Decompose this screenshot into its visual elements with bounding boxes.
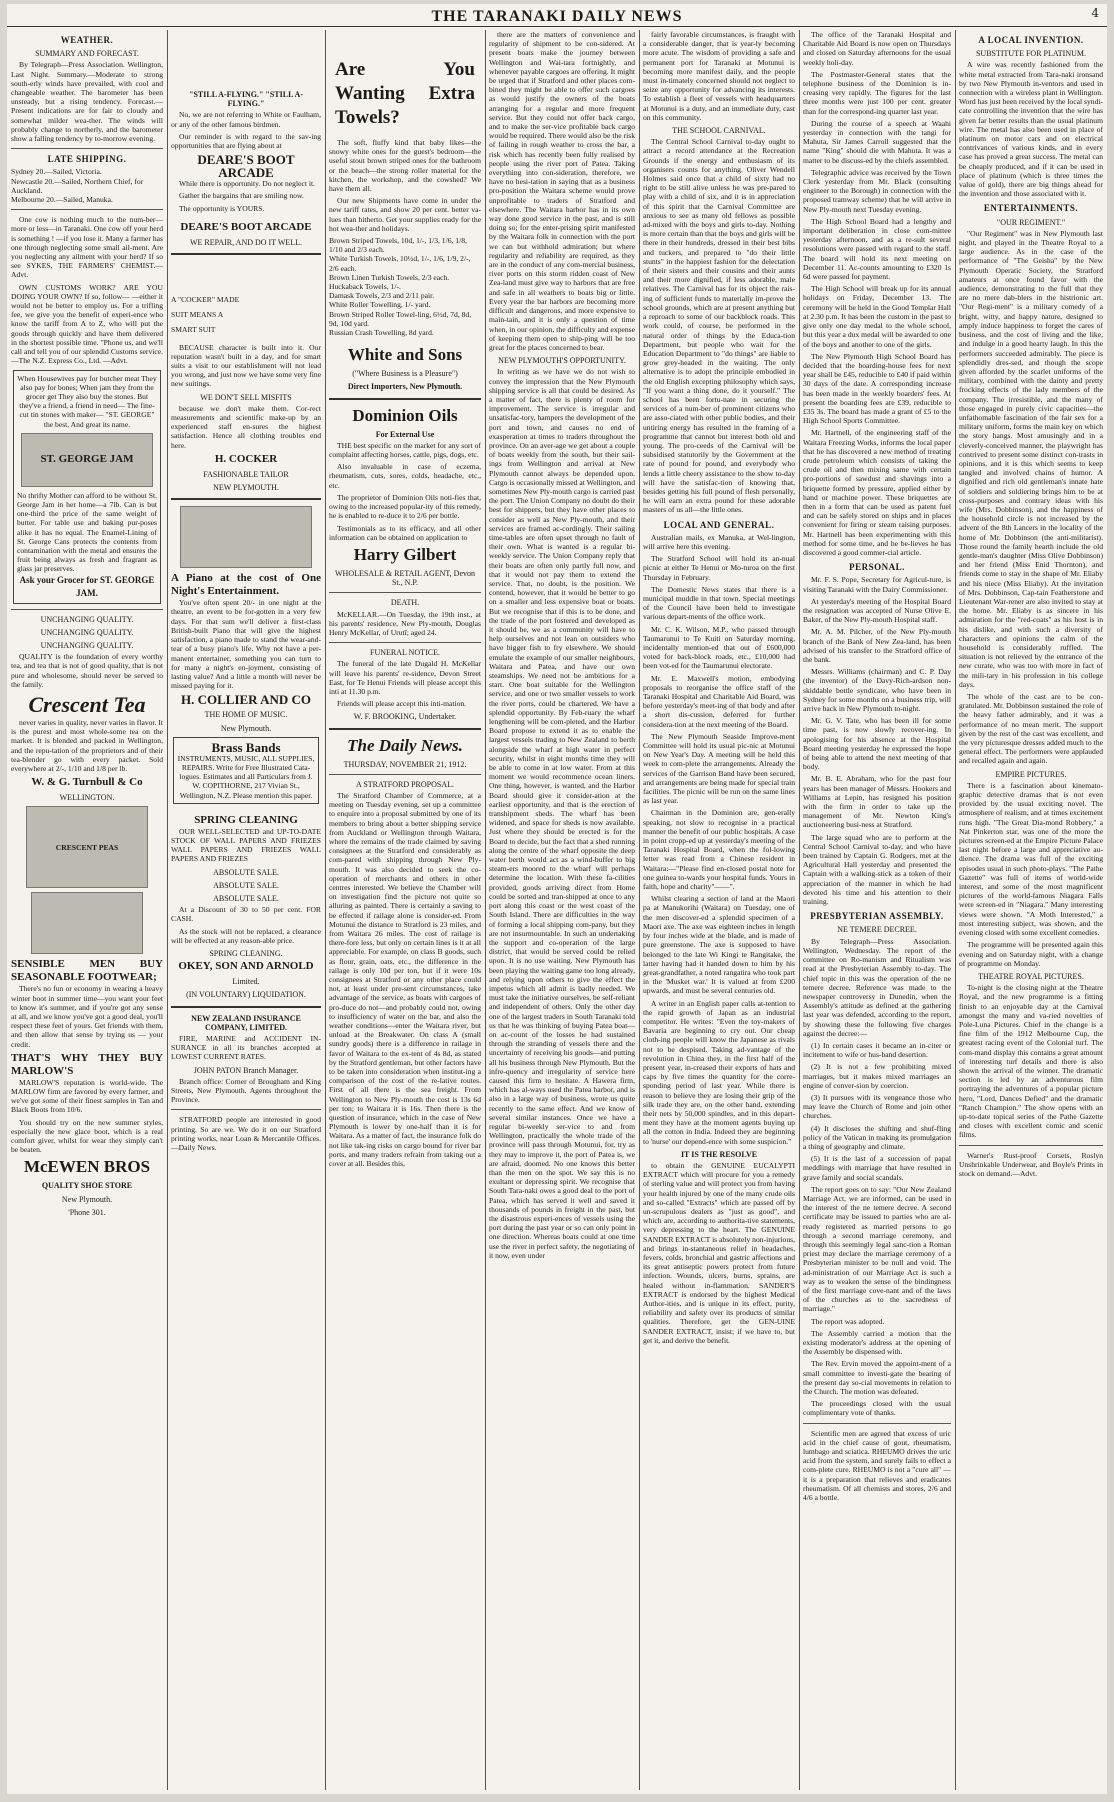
presbyterian-body-6: The proceedings closed with the usual complimentary vote of thanks. [803, 1399, 951, 1418]
local-item: The Domestic News states that there is a municipal muddle in that town. Special meetings of the Council have been held to investigate various depart-ments of the office work. [643, 584, 795, 622]
spring-body-2: At a Discount of 30 to 50 per cent. FOR CASH. [171, 905, 321, 924]
charge-item: (1) In certain cases it became an in-citer or incitement to wife or hus-band desertion. [803, 1040, 951, 1060]
entertainments-sub: "OUR REGIMENT." [996, 217, 1066, 227]
news-item: During the course of a speech at Waahi yesterday in connection with the tangi for Mahuta, Sir James Carroll suggested that the name "King" should die with Mahuta. It was a matter to be discuss-ed by the chiefs assembled. [803, 118, 951, 165]
collier-sub: THE HOME OF MUSIC. [204, 710, 288, 720]
okey-sub-2: (IN VOLUNTARY) LIQUIDATION. [186, 990, 306, 1000]
nz-insurance-name: NEW ZEALAND INSURANCE COMPANY, LIMITED. [191, 1013, 301, 1032]
theatre-body: To-night is the closing night at the Theatre Royal, and the new programme is a fitting finish to an enjoyable day at the Carnival amongst the many and va-ried novelties of Pole-Luna Pictures. Chief in the change is a fine film of the 1912 Melbourne Cup, the greatest racing event of the Colonial turf. The com-mand display this contains a great amount of interesting turf details and there is also shown the arrival of the winner. The dramatic section is led by an adventurous film portraying the adventures of a popular picture hero, "Lord, Dances Defied" and the dramatic "Ranch Champion." The show opens with an up-to-date topical series of the Pathe Gazette and closes with excellent comic and scenic films. [959, 983, 1103, 1140]
empire-body-2: The programme will be presented again this evening and on Saturday night, with a change of programme on Monday. [959, 940, 1103, 968]
collier-name: H. COLLIER AND CO [180, 692, 312, 708]
gilbert-sub: WHOLESALE & RETAIL AGENT, Devon St., N.P. [335, 568, 475, 588]
cocker-intro-line: A "COCKER" MADE [171, 295, 240, 305]
charge-item: (2) It is not a few prohibiting mixed marriages, but it makes mixed marriages an engine of conver-sion by coercion. [803, 1062, 951, 1090]
cocker-intro-line: SUIT MEANS A [171, 310, 224, 320]
shipping-list [11, 167, 163, 204]
crescent-tea-body: never varies in quality, never varies in flavor. It is the purest and most whole-some tea on the market. It is blended and packed in Wellington, and the repu-tation of the proprietors and of their tea-blender go with every packet. Sold everywhere at 2/-, 1/10 and 1/8 per lb. [11, 717, 163, 773]
unchanging-quality: UNCHANGING QUALITY. [40, 614, 134, 624]
newspaper-page [7, 4, 1107, 1794]
shipping-item: Sydney 20.—Sailed, Victoria. [11, 167, 102, 177]
entertainments-body: "Our Regiment" was in New Plymouth last night, and played in the Theatre Royal to a large audience. As in the case of the performance of "The Geisha" by the New Plymouth Operatic Society, the Stratford amateurs at once found favor with the audience, demonstrating to the full that they are no mere dab-blers in the histrionic art. "Our Regi-ment" is a military comedy of a bright, witty, and happy nature, designed to amply induce happiness to forget the cares of business, and the cost of living and the like, and indulge in a good hearty laugh. In this the performers succeeded admirably. The piece is splendidly dres-sed, and though the scope given afforded by the scarlet uniforms of the military, combined with the dainty and pretty frocking effects of the lady members of the company. The irresistible, and the many of those engaged in purely civic capacities—the unfathomable fascination of the fair sex for a military uniform, forms the main key on which the story hangs. Most amusingly and in a cleverly-conceived manner, the playwright has contrived to present some distinct con-trasts in opinions, and it is this which seems to keep tangled and involved chains of humor. A dignified and rich old gentleman's innate hate of soldiers and soldiering brings him to be at cross-purposes and contrary ideas with his wife (Mrs. Dobbinson), and the happiness of the household circle is not increased by the advent of the 8th Lancers in the locality of the home of Mr. Dobbinson (the anti-militarist). Those round the family hearth include the old gentle-man's daughter (Miss Olive Dobbinson) and her friend (Miss Enid Thornton), and friends come to stay in the shape of Mr. Eliaby and his niece (Miss Eliaby). At the invitation of Mrs. Dobbinson, Cap-tain Featherstone and Lieutenant War-rener are also invited to stay at the home. Mr. Eliaby is as sincere in his admiration for the "red-coats" as his host is in his dislike, and with such a diversity of characters and opinions the calm of the household is considerably ruffled. The situation is not relieved by the entrance of the new curate, who was too with more in fact of the mili-tary in his profession in his college days. [959, 228, 1103, 689]
presbyterian-body-3: The report was adopted. [811, 1316, 885, 1326]
shipping-item: Newcastle 20.—Sailed, Northern Chief, for Auckland. [11, 176, 144, 195]
theatre-heading: THEATRE ROYAL PICTURES. [978, 971, 1084, 981]
towel-item: White Turkish Towels, 10½d, 1/-, 1/6, 1/9, 2/-, 2/6 each. [329, 254, 471, 273]
stratford-proposal-heading: A STRATFORD PROPOSAL. [355, 779, 455, 789]
funeral-notice: The funeral of the late Dugald H. McKellar will leave his parents' re-sidence, Devon Street East, for Te Henui Friends will please accept this inti at 11.30 p.m. [329, 659, 481, 696]
invention-heading: A LOCAL INVENTION. [978, 35, 1084, 45]
sensible-heading: SENSIBLE MEN BUY SEASONABLE FOOTWEAR; [11, 958, 163, 984]
spring-body-3: As the stock will not be replaced, a clearance will be effected at any reason-able price. [171, 926, 321, 945]
deare-body-2: Gather the bargains that are smiling now. [179, 191, 304, 201]
carnival-heading: THE SCHOOL CARNIVAL. [672, 126, 766, 136]
local-item: Whilst clearing a section of land at the Maori pa at Manukorihi (Waitara) on Tuesday, one of the men discover-ed a splendid specimen of a Maori axe. The axe was eighteen inches in length by four inches wide at the blade, and is made of pure greenstone. The axe is supposed to have belonged to the late Wi Kingi te Rangitake, the latter having had it handed down to him by his great-grandfather, a noted rangatira who took part in the 'Musket war.' It is valued at from £200 upwards, and must be several centuries old. [643, 894, 795, 996]
masthead-title: THE TARANAKI DAILY NEWS [431, 8, 683, 25]
oils-body-4: Testimonials as to its efficacy, and all other information can be obtained on application to [329, 523, 481, 542]
news-item: Mr. Hartnell, of the engineering staff of the Waitara Freezing Works, informs the local paper that he has discovered a new method of treating crude petroleum which consists of taking the crude oil and then mixing same with certain pro-portions of sawdust and shavings into a briquette formed by pressure, applied either by hand or machine power. These briquettes are then in a form that can be used as patent fuel and can be safely stored on ships and in places convenient for firing or steam raising purposes. Mr. Hartnell has been experimenting with this method for some time, and he be-lieves he has discovered a good commer-cial article. [803, 428, 951, 557]
funeral-signature: W. F. BROOKING, Undertaker. [353, 712, 457, 722]
spring-title: SPRING CLEANING [194, 813, 298, 826]
piano-heading: A Piano at the cost of One Night's Entertainment. [171, 572, 321, 598]
column-rule [639, 30, 640, 1790]
oils-body-2: Also invaluable in case of eczema, rheumatism, cuts, sores, colds, headache, etc., etc. [329, 462, 481, 490]
empire-heading: EMPIRE PICTURES. [995, 769, 1067, 779]
towel-item: White Roller Towelling, 1/- yard. [329, 300, 431, 310]
masthead [7, 4, 1107, 27]
personal-item: Mr. F. S. Pope, Secretary for Agricul-ture, is visiting Taranaki with the Dairy Commissioner. [803, 575, 951, 594]
towels-list [329, 236, 481, 337]
deare-title: DEARE'S BOOT ARCADE [197, 152, 295, 181]
news-item: The New Plymouth High School Board has decided that the boarding-house fees for next year shall be £45, reducible to £40 if paid within 30 days of the date. A corresponding increase has been made in the weekly boarders' fees. At present the boarding fees are £39, reducible to £35 3s. The board has made a grant of £5 to the High School Sports Committee. [803, 351, 951, 426]
local-item: A writer in an English paper calls at-tention to the rapid growth of Japan as an industrial competitor. He writes: "Even the toy-makers of Bavaria are beginning to cry out. Our cheap cloth-ing people will know the Japanese as rivals not to be despised. Taking ad-vantage of the revolution in China they, in the first half of the present year, in-creased their exports of hats and caps by five times the quantity for the corre-sponding period of last year. While there is reason to believe they are losing their grip of the silk trade they are, on the other hand, extending their nets by 50,000 spindles, and in this depart-ment they have at the moment agents buying up all the cotton in India. Indeed they are beginning to 'nurse' our depend-ence with some suspicion." [643, 998, 795, 1146]
jam-can-illustration [21, 433, 153, 487]
local-item: The Stratford School will hold its an-nual picnic at either Te Henui or Mo-turoa on the first Thursday in February. [643, 554, 795, 582]
jam-ask: Ask your Grocer for ST. GEORGE JAM. [19, 574, 155, 598]
issue-date: THURSDAY, NOVEMBER 21, 1912. [343, 759, 467, 769]
presbyterian-body-2: The report goes on to say: "Our New Zealand Marriage Act, we are informed, can be used in the interest of the ne temere decree. A second certificate may be issued to parties who are al-ready registered as married persons to go through a second marriage ceremony, and through this seemingly legal sanc-tion a Roman priest may declare the marriage ceremony of a Presbyterian minister to be null and void. The ad-ministration of our Marriage Act is such a way as to weaken the sense of the bindingness of the first marriage cove-nant and of the laws of the churches as to the sacredness of marriage." [803, 1184, 951, 1314]
presbyterian-body-5: The Rev. Ervin moved the appoint-ment of a small committee to investi-gate the bearing of the present day so-cial movements in relation to the Church. The motion was defeated. [803, 1359, 951, 1397]
entertainments-heading: ENTERTAINMENTS. [983, 203, 1079, 214]
presbyterian-body-4: The Assembly carried a motion that the existing moderator's address at the opening of the Assembly be dispensed with. [803, 1328, 951, 1357]
white-sons-name: White and Sons [347, 345, 463, 365]
marlow-heading: THAT'S WHY THEY BUY MARLOW'S [11, 1051, 163, 1077]
towels-heading: Are You Wanting Extra Towels? [335, 59, 475, 128]
cocker-name: H. COCKER [214, 452, 278, 465]
column-5 [643, 30, 795, 1788]
brass-body: INSTRUMENTS, MUSIC, ALL SUPPLIES, REPAIRS. Write for Free Illustrated Cata-logues. Estimates and all Particulars from J. W. COPITHORNE, 217 Vivian St., Wellington, N.Z. Please mention this paper. [177, 753, 315, 800]
news-item: Telegraphic advice was received by the Town Clerk yesterday from Mr. Black (consulting engineer to the Borough) in connection with the proposed tramway scheme) that he will arrive in New Ply-mouth next Tuesday evening. [803, 167, 951, 214]
column-rule [955, 30, 956, 1790]
funeral-notice-2: Friends will please accept this inti-mation. [337, 699, 467, 709]
resolve-body: to obtain the GENUINE EUCALYPTI EXTRACT which will procure for you a remedy of sterling value and will protect you from having your health injured by one of the many crude oils and so-called "Extracts" which are passed off by un-scrupulous dealers as "just as good", and which are, according to authorita-tive statements, very depressing to the heart. The GENUINE SANDER EXTRACT is absolutely non-injurious, and brings in-stantaneous relief in headaches, fevers, colds, bronchial and gastric affections and its great antiseptic powers protect from future infection. Wounds, ulcers, burns, sprains, are healed without in-flammation. SANDER'S EXTRACT is endorsed by the highest Medical Author-ities, and is unique in its effect, purity, reliability and safety over its products of similar qualities. Therefore, get the GEN-UINE SANDER EXTRACT, insist; if we have to, but get it, and derive the benefit. [643, 1160, 795, 1345]
invention-sub: SUBSTITUTE FOR PLATINUM. [975, 49, 1086, 59]
cocker-intro-line: SMART SUIT [171, 325, 216, 335]
column-rule [325, 30, 326, 1790]
boot-illustration [31, 892, 143, 954]
cocker-intro [171, 295, 321, 335]
mcewen-city: New Plymouth. [61, 1194, 113, 1204]
editorial-continued: there are the matters of convenience and regularity of shipment to be con-sidered. At present boats make the journey between Wellington and Wai-tara fortnightly, and whenever payable cargoes are offering. It might be urged that if Stratford and other places com-bined they might be able to offer such cargoes as would justify the owners of the boats arranging for a regular and more frequent service. But they could not offer back cargo, and to make the ser-vice profitable back cargo would be required. There would also be the risk of failing in rough weather to cross the bar, a risk which has recently been fully realised by people using the river port of Patea. Taking everything into con-sideration, therefore, we have no hesi-tation in saying that as a business pro-position the Waitara scheme would prove unprofitable to traders of Stratford and elsewhere. The Waitara harbor has in its own way done good service in the past, and is still doing so; for the enter-prising spirit manifested by the Waitara folk in connection with the port we can but withhold admiration; but where regularity and reliability are required, as they are in the conduct of any com-mercial business, river ports on this storm ridden coast of New Zea-land must give way to harbors that are free and safe in all weathers to boats big or little. Every year the bar harbors are becoming more difficult and dangerous, and more expensive to main-tain, and it is only a question of time when, in our opinion, the difficulty and expense of keeping them open to ship-ping will be too great for the places concerned to bear. [489, 30, 635, 352]
charge-item: (4) It discloses the shifting and shuf-fling policy of the Vatican in making its promulgation a thing of geography and climate. [803, 1123, 951, 1151]
towel-item: Huckaback Towels, 1/-. [329, 282, 401, 292]
column-rule [167, 30, 168, 1790]
white-sons-tagline: ("Where Business is a Pleasure") [352, 369, 458, 379]
entertainments-body-2: The whole of the cast are to be con-gratulated. Mr. Dobbinson sustained the role of the heavy father admirably, and it was a performance of no mean merit. The support given by the rest of the cast was excellent, and the very picturesque dresses added much to the general effect. The performers were applauded and recalled again and again. [959, 692, 1103, 766]
spring-sale-item: ABSOLUTE SALE. [213, 867, 279, 877]
column-6 [803, 30, 951, 1788]
editorial-end: fairly favorable circumstances, is fraught with a considerable danger, that is year-ly becoming more acute. The wisdom of providing a safe and permanent port for Taranaki at Motunui is becoming more manifest daily, and the people must in-timately concerned should not neglect to seize any opportunity for advancing its interests. To establish a fleet of vessels with headquarters at Motunui is a duty, and an immediate duty, cast on this community. [643, 30, 795, 122]
personal-item: Mr. A. M. Pilcher, of the New Ply-mouth branch of the Bank of New Zea-land, has been advised of his transfer to the Stratford office of the bank. [803, 627, 951, 664]
column-2 [171, 30, 321, 1788]
nz-insurance-manager: JOHN PATON Branch Manager. [193, 1065, 299, 1075]
presbyterian-body: By Telegraph—Press Association. Wellington, Wednesday. The report of the committee on Ro-manism and Ritualism was read at the Presbyterian Assembly to-day. The chief topic in this was the operation of the ne temere decree. Reference was made to the newspaper controversy in Dunedin, when the Assembly's attitude as defined at the gathering last year was defended, according to the report, by showing these the following five charges against the decree:— [803, 936, 951, 1038]
cocker-city: NEW PLYMOUTH. [213, 483, 279, 493]
funeral-heading: FUNERAL NOTICE. [370, 648, 440, 658]
charge-item: (5) It is the last of a succession of papal meddlings with marriage that have resulted in grave family and social scandals. [803, 1154, 951, 1182]
carnival-body: The Central School Carnival to-day ought to attract a record attendance at the Recreation Grounds if the energy and enthusiasm of its organisers counts for anything. Oliver Wendell Holmes said once that a child of sixty had no right to be still alive unless he was pre-pared to play with a child of six, and it is in appreciation of this spirit that the Carnival Committee are anxious to see as many old fellows as possible ad-mixed with the boys and girls to-day. Nothing is more certain than that the boys and girls will be there in their hundreds, dressed in their best bibs and tuckers, and prepared to "do their little stunts" in the happiest fashion for the delectation of their sisters and their cousins and their aunts and their more dignified, if less adorable, male relatives. The Carnival has for its object the rais-ing of sufficient funds to materially im-prove the school grounds, which are at present anything but a reproach to some of our backblock roads. This work could, of course, be performed in the natural order of things by the Educa-tion Department, but people who wait for the Education Department to "do things" are liable to grow grey-headed in the waiting. The only alternative is to adopt the principle embodied in the old English excepting philosophy which says, "If you want a thing done, do it yourself." The school has been fortu-nate in securing the services of a num-ber of prominent citizens who are asso-ciated with other public bodies, and their untiring energy has resulted in the framing of a programme that cannot but interest both old and young. The pro-ceeds of the Carnival will be subsidised statutorily by the Government at the rate of pound for pound, and everybody who lends a little cheery assistance to the show to-day will have the satisfac-tion of knowing that, besides getting his full pound of flesh personally, he will earn an extra pound for these adorable masters of us all—the little ones. [643, 137, 795, 515]
towels-body: The soft, fluffy kind that baby likes—the snowy white ones for the guest's bedroom—the useful stout brown striped ones for the bathroom or the beach—the strong roller material for the kitchen, the workshop, and the cowshed? We have them all. [329, 138, 481, 194]
spring-sale-item: ABSOLUTE SALE. [213, 880, 279, 890]
shipping-heading: LATE SHIPPING. [47, 154, 127, 165]
opportunity-body: In writing as we have we do not wish to convey the impression that the New Plymouth shipping service is all that could be desired. As a matter of fact, there is plenty of room for improvement. The service is irregular and unsatisfac-tory, hampers the development of the port and town, and causes no end of exasperation at times to traders throughout the province. On an aver-age we get about a couple of boats weekly from the south, but their sail-ings from Wellington and arrival at New Plymouth cannot always be depended upon. Cargo is occasionally missed at Wellington, and sometimes New Ply-mouth cargo is carried past the port. The Union Company no doubt do their best for shippers, but they have other places to consider as well as New Ply-mouth, and their services are framed ac-cordingly. Their sailing time-tables are often upset through no fault of their own. What is wanted is a regular bi-weekly service. The Union Company reply that their boats are often only partly full now, and that it would not pay them to extend the service. That, no doubt, is the position. We contend, however, that it would be better to go on a smaller and less expensive boat or boats. But we recognise that if this is to be done, and the trade of the port fostered and developed as it should be, we as a community will have to help ourselves and not lean on outsiders who have bigger fish to fry elsewhere. We should emulate the example of our smaller neighbours, Waitara and Patea, and have our own steamships. We need not be ambitious for a start. One boat suitable for the Wellington service, and one or two smaller vessels to work the river ports, could be chartered. We have a splendid opportunity. By Feb-ruary the wharf lengthening will be com-pleted, and the Harbor Board propose to extend it as to enable the largest vessels trading to New Zealand to berth alongside the wharf at high water in perfect security, whilst in eight months time they will be able to come in at low water. From at this moment we would recommence ocean liners. One thing, however, is wanted, and the Harbor Board should give it consider-ation at the earliest opportunity, and that is the erection of transhipment sheds. The wharf has been widened, and space for sheds is now available. Just where they should be erected is for the Board to decide, but the fact that a shed running along the centre of the wharf opposite the deep water berth would act as a wind-buffer to big steam-ers moored to the wharf will perhaps determine the location. With these fa-cilities provided, goods arriving direct from Home could be sorted and tran-shipped at once to any port along this coast or the west coast of the South Island. There are difficulties in the way of forming a local shipping com-pany, but they are not insurmountable. In such an undertaking the support and co-operation of the large district, that would be served could be relied upon. It is no use waiting. New Plymouth has been playing the waiting game too long already, and relying upon others to give the effect the impetus which all admit is badly needed. We must take the initiative ourselves, be self-reliant and independent of others. Only the other day one of the largest traders in South Taranaki told us that he was thinking of buying Patea boat—on ac-count of the losses he had sustained through the stranding of vessels there and the uncertainty of receiving his goods—and putting all his business through New Plymouth. But the infre-quency and irregularity of service here caused this firm to hesitate. A Hawera firm, which has al-ways used the Patea harbor, and is also in a large way of business, wrote us quite recently to the same effect. And we know of several similar instances. Once we have a regular bi-weekly ser-vice to and from Wellington, practically the whole trade of the province will pass through Motunui, for, try as they may to improve it, the port of Patea is, we are afraid, doomed. No one knows this better than the men on the spot. We say this is no exultant or depressing spirit. We recognise that South Tara-naki owes a good deal to the port of Patea, which has served it well and saved it thousands of pounds in freight in the past, but the disastrous experi-ences of vessels using the port during the past year or so can only point in one direction. Whereas boats could at one time use the river in perfect safety, the negotiating of it now, even under [489, 367, 635, 1260]
news-item: The Postmaster-General states that the telephone business of the Dominion is in-creasing very rapidly. The figures for the last three months were just 100 per cent. greater than for the correspond-ing quarter last year. [803, 69, 951, 116]
opportunity-heading: NEW PLYMOUTH'S OPPORTUNITY. [498, 356, 626, 366]
marlow-body: MARLOW'S reputation is world-wide. The MARLOW firm are favored by every farmer, and we've got some of their finest samples in Tan and Black Boots from 10/6. [11, 1077, 163, 1115]
news-item: The High School will break up for its annual holidays on Friday, December 13. The ceremony will be held in the Good Templar Hall at 2.30 p.m. It has been the custom in the past to give only one day medal to the whole school, but this year a dux medal will be awarded to one of the boys and another to one of the girls. [803, 284, 951, 349]
death-heading: DEATH. [390, 598, 420, 608]
local-item: Mr. C. K. Wilson, M.P., who passed through Taumarunui to Te Kuiti on Saturday morning, incidentally mention-ed that out of £600,000 voted for back-block roads, etc., £10,000 had been vot-ed for the Taumarunui electorate. [643, 624, 795, 671]
towel-item: Brown Striped Roller Towel-ling, 6½d, 7d, 8d, 9d, 10d yard. [329, 309, 472, 328]
jam-brand: ST. GEORGE JAM [40, 453, 134, 466]
towel-item: Russian Crash Towelling, 8d yard. [329, 328, 434, 338]
deare-title-2: DEARE'S BOOT ARCADE [180, 220, 312, 233]
cocker-sub: FASHIONABLE TAILOR [203, 469, 289, 479]
page-number: 4 [1091, 6, 1099, 20]
jam-body: No thrifty Mother can afford to be without St. George Jam in her home—a 7lb. Can is but one-third the price of the same weight of butter. For table use and baking pur-poses alike it has no equal. The Enamel-Lining of St. George Cans protects the contents from contamination with the metal and ensures the fruit being always as fresh and fragrant as glass jar preserves. [17, 490, 157, 574]
column-rule [799, 30, 800, 1790]
towel-item: Damask Towels, 2/3 and 2/11 pair. [329, 291, 435, 301]
personal-item: Mr. B. E. Abraham, who for the past four years has been manager of Messrs. Hookers and Williams at Lepin, has resigned his position with the firm in order to take up the management of Mr. Newton King's auctioneering busi-ness at Stratford. [803, 774, 951, 830]
stratford-printing: STRATFORD people are interested in good printing. So are we. We do it on our Stratford printing works, near Loan & Mercantile Offices.—Daily News. [171, 1115, 321, 1153]
presbyterian-heading: PRESBYTERIAN ASSEMBLY. [810, 911, 944, 922]
jam-verse: When Housewives pay for butcher meat They also pay for bones; When jam they from the grocer get They also buy the stones. But they've a friend, a friend in need— The fine-cut tin stones with maker— "ST. GEORGE" the best, And great its name. [17, 373, 157, 429]
deare-repair: WE REPAIR, AND DO IT WELL. [189, 237, 303, 247]
local-item: Mr. E. Maxwell's motion, embodying proposals to reorganise the office staff of the Taranaki Hospital and Charitable Aid Board, was before yesterday's meet-ing of that body and after a short dis-cussion, deferred for further considera-tion at the next meeting of the Board. [643, 673, 795, 729]
deare-body: While there is opportunity. Do not neglect it. [179, 179, 315, 189]
cocker-body: BECAUSE character is built into it. Our reputation wasn't built in a day, and for smart suits a visit to our establishment will not lead you wrong, and just now we have some very fine new suitings. [171, 342, 321, 389]
column-3 [329, 30, 481, 1788]
presbyterian-charges [803, 1041, 951, 1182]
crescent-peas-label: CRESCENT PEAS [55, 842, 119, 852]
turnbull-name: W. & G. Turnbull & Co [31, 776, 143, 789]
local-item: Chairman in the Dominion are, gen-erally speaking, not slow to recognise in a practical manner the benefit of our public hospitals. A case in point cropp-ed up at yesterday's meeting of the Taranaki Hospital Board, when the fol-lowing letter was read from a Chinese resident in Waitara:—"Please find en-closed postal note for one guinea to-wards your hospital funds. Yours in faith, hope and charity"——". [643, 808, 795, 892]
nz-insurance-office: Branch office: Corner of Brougham and King Streets, New Plymouth. Agents throughout the Province. [171, 1076, 321, 1105]
news-item: The High School Board had a lengthy and important deliberation in close com-mittee yesterday afternoon, and as a re-sult several resolutions were passed with regard to the staff. The board will hold its next meeting on December 11. Ac-counts amounting to £320 1s 6d were passed for payment. [803, 216, 951, 282]
weather-heading: WEATHER. [60, 35, 114, 45]
invention-body: A wire was recently fashioned from the white metal extracted from Tara-naki ironsand by two New Plymouth in-ventors and used in connection with a wireless plant in Wellington. Word has just been received by the local syndi-cate controlling the invention that the wire has given far better results than the usual platinum wire. The metal has also been used in place of platinum on motor cars and on electrical contrivances of various kinds, and in every case has proved a great success. The metal can be cheaply produced, and if it can be used in place of platinum (which is three times the value of gold), there are big things ahead for the invention and those associated with it. [959, 60, 1103, 199]
charge-item: (3) It pursues with its vengeance those who may leave the Church of Rome and join other churches. [803, 1092, 951, 1121]
personal-item: Messrs. Williams (chairman) and C. P. Day (the inventor) of the Davy-Rich-ardson non-skiddable bottle syndicate, who have been in Sydney for some months on a business trip, will arrive back in New Plymouth to-night. [803, 667, 951, 714]
deare-body-3: The opportunity is YOURS. [179, 203, 265, 213]
marlow-body-2: You should try on the new summer styles, especially the new glace boot, which is a real comfort giver, whilst for wear they simply can't be beaten. [11, 1117, 163, 1155]
brass-bands-advert [173, 737, 319, 804]
warner-advert: Warner's Rust-proof Corsets, Roslyn Unshrinkable Underwear, and Boyle's Prints in stock on demand.—Advt. [959, 1150, 1103, 1178]
stratford-proposal-body: The Stratford Chamber of Commerce, at a meeting on Tuesday evening, set up a committee to enquire into a proposal submitted by one of its members to bring about a better shipping service from Auckland or Wellington through Waitara, where the remains of the trade claimed by saving consignees at the Stratford end considerably as com-pared with shipping through New Ply-mouth. It was also decided to seek the co-operation of merchants and others in other centres interested. We believe the Chamber will on investigation find the picture not quite so alluring as painted. There is certainly a saving to be effected if railage alone is consider-ed. From Motunui the distance to Stratford is 23 miles, and from Waitara 26 miles. The cost of railage is there-fore less, but only on certain lines is it at all appreciable. For example, on class B goods, such as flour, grain, oats, etc., the difference in the railage is only 10d per ton, but if it were 10s consignees at Stratford or any other place could not, at least under pre-sent circumstances, take advantage of the service, as boats with cargoes of pro-duce do not—and probably could not, owing to insufficiency of water on the bar, and also the weather conditions—enter the Waitara river, but unload at the Breakwater. On class A (small sundry goods) there is a difference in railage in favor of Waitara to the ex-tent of 4s 8d, as stated by the Stratford gentleman, but other factors have to be taken into consideration when institut-ing a comparison of the cost of the re-lative routes. First of all there is the sea freight. From Wellington to New Ply-mouth the cost is 13s 6d per ton; to Waitara it is 16s. Then there is the question of insurance, which in the case of New Plymouth is lower by one-half than it is for Waitara. As a matter of fact, the insurance folk do not like tak-ing risks on cargo bound for river bar ports, and many traders refrain from taking out a cover at all. Besides this, [329, 790, 481, 1169]
empire-body: There is a fascination about kinemato-graphic detective dramas that is not even provided by the usual exciting novel. The atmosphere of realism, and at times excitement runs high. "The Great Dia-mond Robbery," a Nat Pinkerton star, was one of the more the pictures screen-ed at the Empire Picture Palace last night before a large and appreciative au-dience. The drama was full of the exciting episodes usual in such photo-plays. "The Pathe Gazette" was full of items of world-wide interest, and some of the most magnificent pictures of the world-famous Niagara Falls were screen-ed in "Niagara." Many interesting views were shown. "A Moth Interested," a most interesting subject, was shown, and the evening closed with some excellent comedies. [959, 780, 1103, 938]
unchanging-quality: UNCHANGING QUALITY. [40, 640, 134, 650]
towel-item: Brown Linen Turkish Towels, 2/3 each. [329, 272, 450, 282]
personal-item: The large squad who are to perform at the Central School Carnival to-day, and who have been trained by Captain G. Rodgers, met at the Agricultural Hall yesterday and presented the Captain with a walking-stick as a token of their appreciation of the manner in which he had devoted his time and his attention to their training. [803, 832, 951, 907]
white-sons-sub: Direct Importers, New Plymouth. [347, 382, 463, 392]
local-general-heading: LOCAL AND GENERAL. [663, 519, 775, 530]
news-item: The office of the Taranaki Hospital and Charitable Aid Board is now open on Thursdays and closed on Saturday afternoons for the usual weekly holi-day. [803, 30, 951, 67]
crescent-tea-logo: Crescent Tea [28, 691, 146, 717]
column-1 [11, 30, 163, 1788]
column-4 [489, 30, 635, 1788]
local-item: Australian mails, ex Manuka, at Wel-lington, will arrive here this evening. [643, 532, 795, 551]
personal-item: At yesterday's meeting of the Hospital Board the resignation was accepted of Nurse Olive E. Baker, of the New Ply-mouth Hospital staff. [803, 596, 951, 625]
personal-item: Mr. G. V. Tate, who has been ill for some time past, is now slowly recover-ing. In apologising for his absence at the Hospital Board meeting yesterday he expressed the hope of being able to attend the next meeting of that body. [803, 716, 951, 772]
local-item: The New Plymouth Seaside Improve-ment Committee will hold its usual pic-nic at Motunui on New Year's Day. A meeting will be held this week to com-plete the arrangements. Already the services of the Garrison Band have been secured, and arrangements are being made for special train facilities. The picnic will be run on the same lines as last year. [643, 731, 795, 806]
still-body: No, we are not referring to White or Faulham, or any of the other famous birdmen. [171, 110, 321, 129]
paper-nameplate: The Daily News. [347, 735, 463, 755]
still-body-2: Our reminder is with regard to the sav-ing opportunities that are flying about at [171, 131, 321, 151]
sensible-body: There's no fun or economy in wearing a heavy winter boot in summer time—you want your feet to know it's summer, and if you're got any sense at all, and we know you've got a good deal, you'll respect these feet of yours. Get friends with them, and then allow that sense by trying us — your credit. [11, 984, 163, 1049]
oils-title: Dominion Oils [352, 405, 458, 425]
mcewen-phone: 'Phone 301. [68, 1207, 106, 1217]
piano-body: You've often spent 20/- in one night at the theatre, an event to be for-gotten in a very few days. For that sum we'll deliver a first-class British-built Piano that will give the highest satisfaction, a piano made to stand the wear-and-tear of a busy piano's life. Why not have a per-manent entertainer, something you can turn to for many a night's en-joyment, consisting of lasting value? And a little a month will never be missed paying for it. [171, 598, 321, 691]
towels-body-2: Our new Shipments have come in under the new tariff rates, and show 20 per cent. better va-lues than hitherto. Get your supplies ready for the hot wea-ther and holidays. [329, 196, 481, 233]
oils-body-3: The proprietor of Dominion Oils noti-fies that, owing to the increased popular-ity of this remedy, he is enabled to re-duce it to 2/6 per bottle. [329, 492, 481, 521]
weather-subheading: SUMMARY AND FORECAST. [35, 49, 139, 59]
brass-title: Brass Bands [211, 739, 281, 755]
okey-sub: Limited. [232, 977, 260, 987]
column-7 [959, 30, 1103, 1788]
nz-insurance-body: FIRE, MARINE and ACCIDENT IN-SURANCE in all its branches accepted at LOWEST CURRENT RATES. [171, 1033, 321, 1062]
gilbert-name: Harry Gilbert [353, 544, 457, 564]
shipping-item: Melbourne 20.—Sailed, Manuka. [11, 195, 113, 205]
misfits-body: because we don't make them. Cor-rect measurements and scientific make-up by an experienced staff en-sures the highest satisfaction. Hence all clothing troubles end here. [171, 403, 321, 450]
rheumo-advert: Scientific men are agreed that excess of uric acid in the chief cause of gout, rheumatism, lumbago and sciatica. RHEUMO drives the uric acid from the system, and surely fails to effect a com-plete cure. RHEUMO is not a "cure all" —it is a preparation that relieves and eradicates rheumatism. Of all chemists and stores, 2/6 and 4/6 a bottle. [803, 1428, 951, 1503]
spring-body-4: SPRING CLEANING. [209, 948, 283, 958]
piano-illustration [180, 506, 312, 568]
st-george-jam-advert [13, 370, 161, 604]
mcewen-name: McEWEN BROS [23, 1157, 151, 1177]
mcewen-sub: QUALITY SHOE STORE [41, 1181, 133, 1191]
misfits-heading: WE DON'T SELL MISFITS [200, 392, 292, 402]
collier-city: New Plymouth. [220, 723, 272, 733]
turnbull-city: WELLINGTON. [59, 793, 115, 803]
express-advert: OWN CUSTOMS WORK? ARE YOU DOING YOUR OWN? If so, follow— —either it would not be better to employ us. For a trifling fee, we give you the benefit of experi-ence who know the tariff from A to Z, who will put the goods through quickly and have them delivered in the shortest possible time. "Phone us, and we'll call and tell you of our splendid Customs service.—The N.Z. Express Co., Ltd. —Advt. [11, 282, 163, 366]
oils-body: THE best specific on the market for any sort of complaint affecting horses, cattle, pigs, dogs, etc. [329, 440, 481, 460]
unchanging-quality: UNCHANGING QUALITY. [40, 627, 134, 637]
resolve-heading: IT IS THE RESOLVE [680, 1149, 758, 1159]
spring-sale-item: ABSOLUTE SALE. [213, 893, 279, 903]
weather-report: By Telegraph—Press Association. Wellington, Last Night. Summary.—Moderate to strong south-erly winds have prevailed, with cool and changeable weather. The barometer has been unsteady, but a rising tendency. Forecast.—Present indications are for fair to cloudy and somewhat milder wea-ther. The winds will probably change to northerly, and the barometer show a falling tendency by to-morrow evening. [11, 60, 163, 144]
okey-name: OKEY, SON AND ARNOLD [178, 960, 314, 973]
presbyterian-sub: NE TEMERE DECREE. [837, 925, 917, 935]
oils-sub: For External Use [375, 429, 435, 439]
quality-text: QUALITY is the foundation of every worthy tea, and tea that is not of good quality, that is not pure and wholesome, should never be served to the family. [11, 652, 163, 689]
personal-heading: PERSONAL. [849, 562, 905, 573]
column-rule [485, 30, 486, 1790]
towel-item: Brown Striped Towels, 10d, 1/-, 1/3, 1/6, 1/8, 1/10 and 2/3 each. [329, 236, 467, 255]
sykes-advert: One cow is nothing much to the num-ber—more or less—in Taranaki. One cow off your herd is something ! —if you lose it. Many a farmer has one through neglecting some small ail-ment. Are you neglecting any ailment with your herd? If so see SYKES, THE FARMERS' CHEMIST.—Advt. [11, 215, 163, 280]
spring-body: OUR WELL-SELECTED and UP-TO-DATE STOCK OF WALL PAPERS AND FRIEZES WALL PAPERS AND FRIEZES WALL PAPERS AND FRIEZES [171, 826, 321, 864]
death-notice: McKELLAR.—On Tuesday, the 19th inst., at his parents' residence, New Ply-mouth, Douglas Henry McKellar, of Urutī; aged 24. [329, 609, 481, 637]
crescent-peas-illustration [26, 806, 148, 888]
still-flying: "STILL A-FLYING." "STILL A-FLYING." [189, 90, 303, 109]
